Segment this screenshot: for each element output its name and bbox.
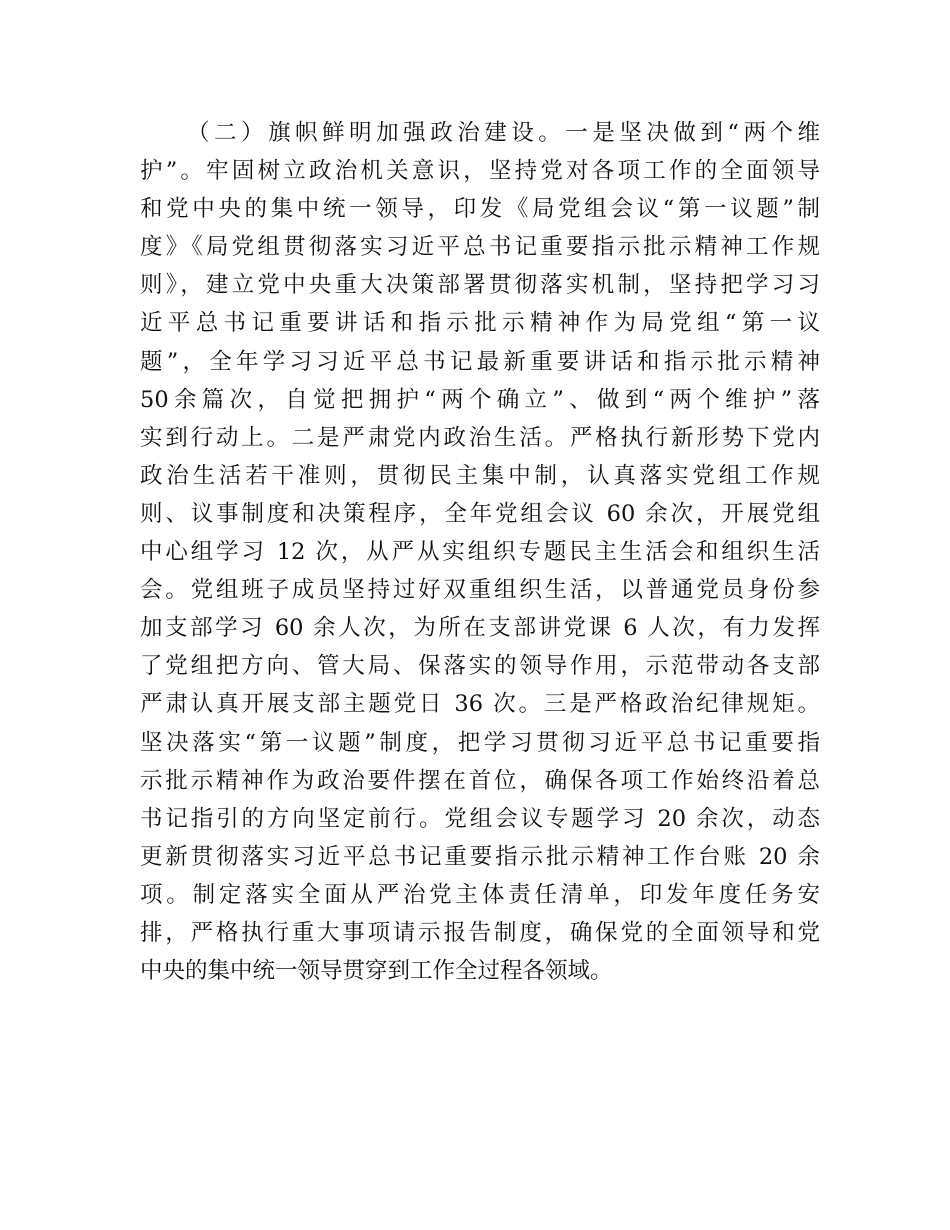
paragraph-line: 严肃认真开展支部主题党日 36 次。三是严格政治纪律规矩。 <box>140 691 820 718</box>
paragraph-line: 和党中央的集中统一领导，印发《局党组会议“第一议题”制 <box>140 196 820 223</box>
paragraph-line: 书记指引的方向坚定前行。党组会议专题学习 20 余次，动态 <box>140 805 820 832</box>
paragraph-line: 度》《局党组贯彻落实习近平总书记重要指示批示精神工作规 <box>140 234 820 261</box>
paragraph-line: 示批示精神作为政治要件摆在首位，确保各项工作始终沿着总 <box>140 767 820 794</box>
paragraph-line: 了党组把方向、管大局、保落实的领导作用，示范带动各支部 <box>140 653 820 680</box>
paragraph-line: 则》，建立党中央重大决策部署贯彻落实机制，坚持把学习习 <box>140 272 820 299</box>
paragraph-line: 加支部学习 60 余人次，为所在支部讲党课 6 人次，有力发挥 <box>140 615 820 642</box>
paragraph-line: 坚决落实“第一议题”制度，把学习贯彻习近平总书记重要指 <box>140 729 820 756</box>
paragraph-line: 中央的集中统一领导贯穿到工作全过程各领域。 <box>140 958 613 985</box>
paragraph-line: 政治生活若干准则，贯彻民主集中制，认真落实党组工作规 <box>140 462 820 489</box>
paragraph-line: （二）旗帜鲜明加强政治建设。一是坚决做到“两个维 <box>187 120 820 146</box>
paragraph-line: 题”，全年学习习近平总书记最新重要讲话和指示批示精神 <box>140 348 820 375</box>
paragraph-line: 更新贯彻落实习近平总书记重要指示批示精神工作台账 20 余 <box>140 843 820 870</box>
paragraph-line: 护”。牢固树立政治机关意识，坚持党对各项工作的全面领导 <box>140 158 820 185</box>
paragraph-line: 中心组学习 12 次，从严从实组织专题民主生活会和组织生活 <box>140 539 820 566</box>
paragraph-line: 排，严格执行重大事项请示报告制度，确保党的全面领导和党 <box>140 919 820 946</box>
body-paragraph <box>140 114 820 990</box>
paragraph-line: 会。党组班子成员坚持过好双重组织生活，以普通党员身份参 <box>140 577 820 604</box>
paragraph-line: 则、议事制度和决策程序，全年党组会议 60 余次，开展党组 <box>140 500 820 527</box>
paragraph-line: 近平总书记重要讲话和指示批示精神作为局党组“第一议 <box>140 310 820 337</box>
paragraph-line: 50余篇次，自觉把拥护“两个确立”、做到“两个维护”落 <box>140 386 820 413</box>
paragraph-line: 实到行动上。二是严肃党内政治生活。严格执行新形势下党内 <box>140 424 820 451</box>
paragraph-line: 项。制定落实全面从严治党主体责任清单，印发年度任务安 <box>140 881 820 908</box>
